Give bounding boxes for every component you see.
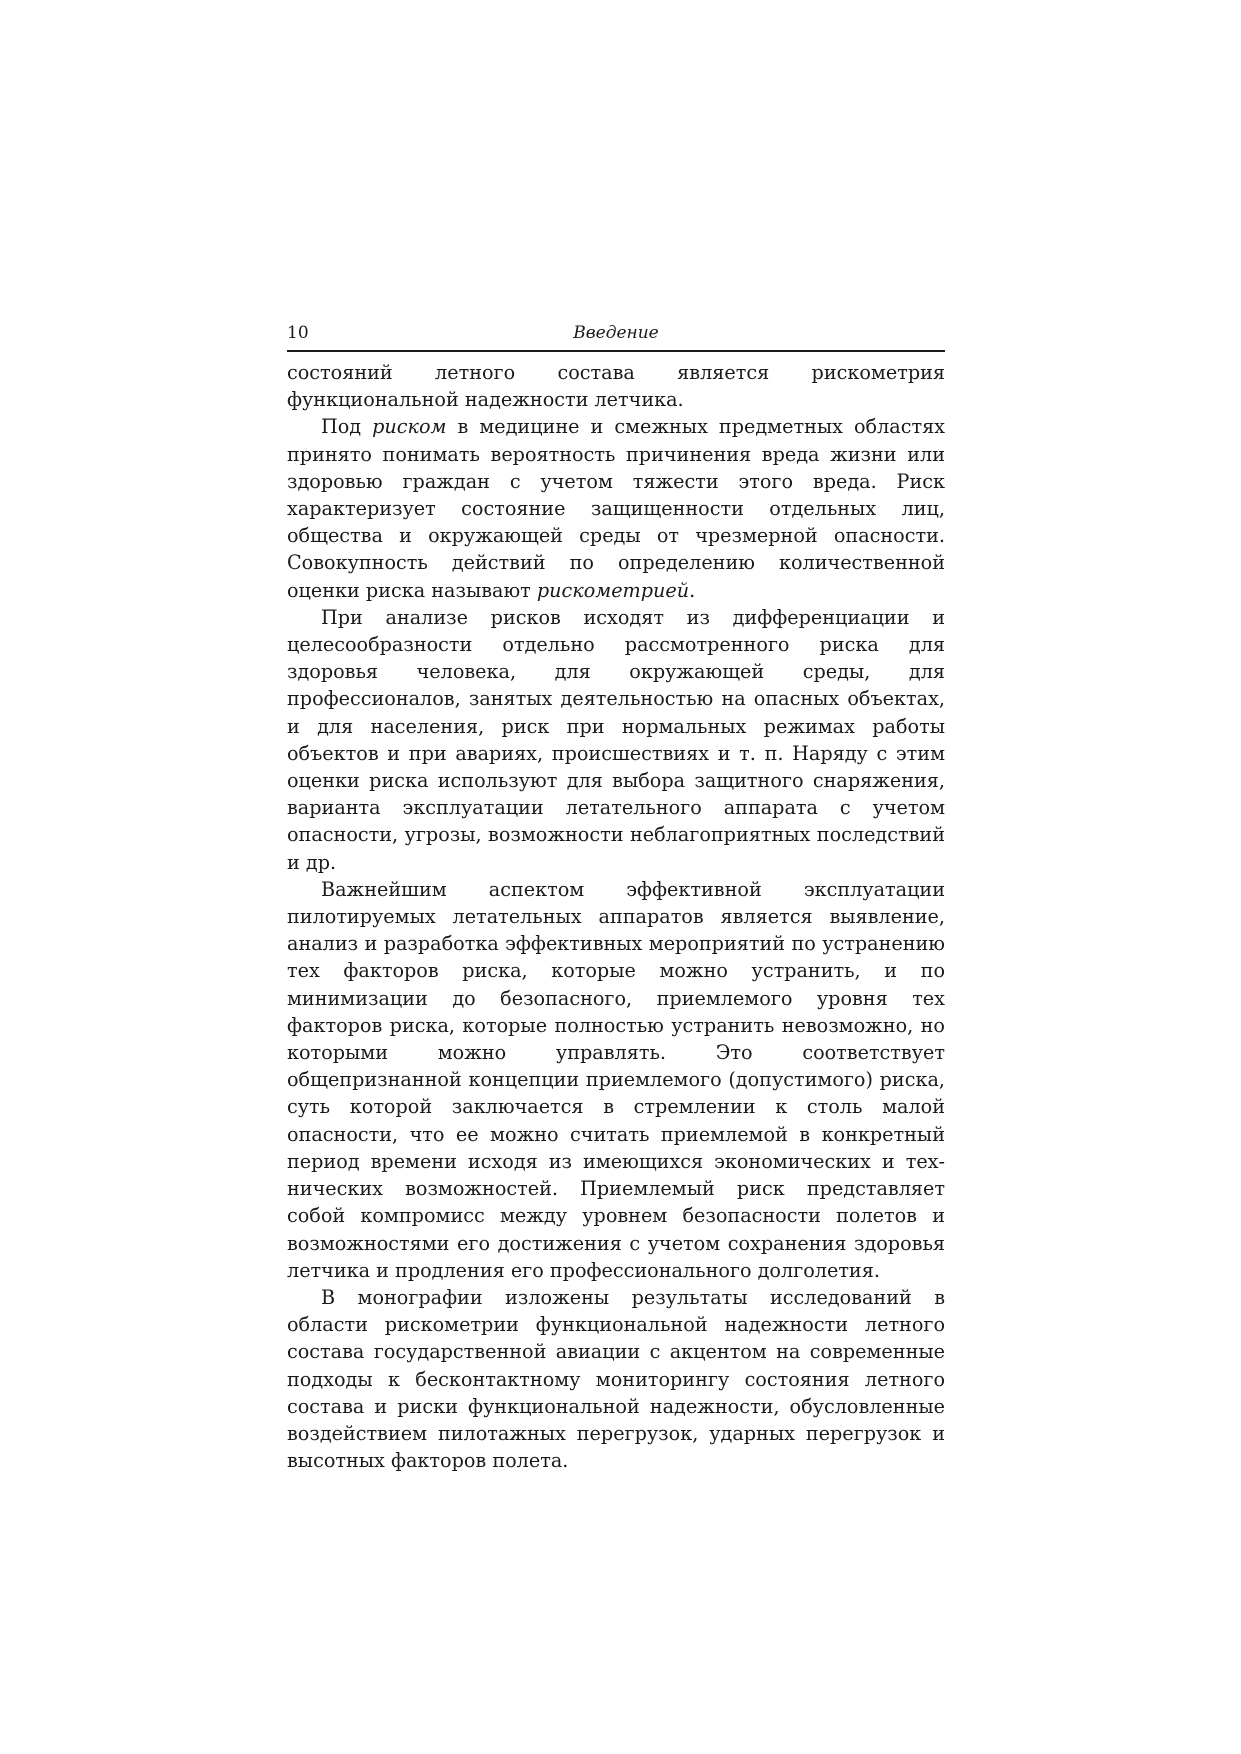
- paragraph-3: При анализе рисков исходят из дифференциации и целесообразности отдельно рассмотренного риска для здоровья человека, для окружающей среды, для профессионалов, занятых деятельностью на опасных объектах, и для населения, риск при нормальных режимах работы объектов и при авариях, происшествиях и т. п. Наряду с этим оценки риска используют для выбора защитного снаряжения, варианта эксплуатации летательного аппарата с учетом опасности, угрозы, возможности неблагоприятных последствий и др.: [287, 605, 945, 874]
- page-number: 10: [287, 323, 309, 343]
- paragraph-4: Важнейшим аспектом эффективной эксплуатации пилотируемых летательных аппаратов является выявление, анализ и разработка эффективных мероприятий по устранению тех факторов риска, которые можно устранить, и по минимизации до безопасного, приемлемого уровня тех факторов риска, которые полностью устранить невозможно, но которыми можно управлять. Это соответствует общепризнанной концепции приемлемого (допустимого) риска, суть которой заключается в стремлении к столь малой опасности, что ее можно считать приемлемой в конкретный период времени исходя из имеющихся экономических и технических возможностей. Приемлемый риск представляет собой компромисс между уровнем безопасности полетов и возможностями его достижения с учетом сохранения здоровья летчика и продления его профессионального долголетия.: [287, 877, 945, 1282]
- section-title: Введение: [573, 323, 659, 343]
- running-header: [287, 322, 945, 352]
- term-risk: риском: [372, 415, 447, 439]
- paragraph-2-text-start: Под: [321, 415, 373, 439]
- paragraph-2: [287, 413, 945, 603]
- body-text: [287, 359, 945, 1474]
- paragraph-5: В монографии изложены результаты исследований в области рискометрии функциональной надежности летного состава государственной авиации с акцентом на современные подходы к бесконтактному мониторингу состояния летного состава и риски функциональной надежности, обусловленные воздействием пилотажных перегрузок, ударных перегрузок и высотных факторов полета.: [287, 1285, 945, 1473]
- paragraph-1: состояний летного состава является рискометрия функциональной надежности летчика.: [287, 361, 945, 412]
- paragraph-2-text-end: .: [689, 578, 696, 602]
- term-riskometry: рискометрией: [536, 578, 690, 602]
- book-page: [287, 322, 945, 1474]
- paragraph-2-text-middle: в медицине и смежных предметных областях принято понимать вероятность причинения вреда жизни или здоровью граждан с учетом тяжести этого вреда. Риск характеризует состояние защищенности отдельных лиц, общества и окружающей среды от чрезмерной опасности. Совокупность действий по определению количественной оценки риска называют: [287, 415, 945, 602]
